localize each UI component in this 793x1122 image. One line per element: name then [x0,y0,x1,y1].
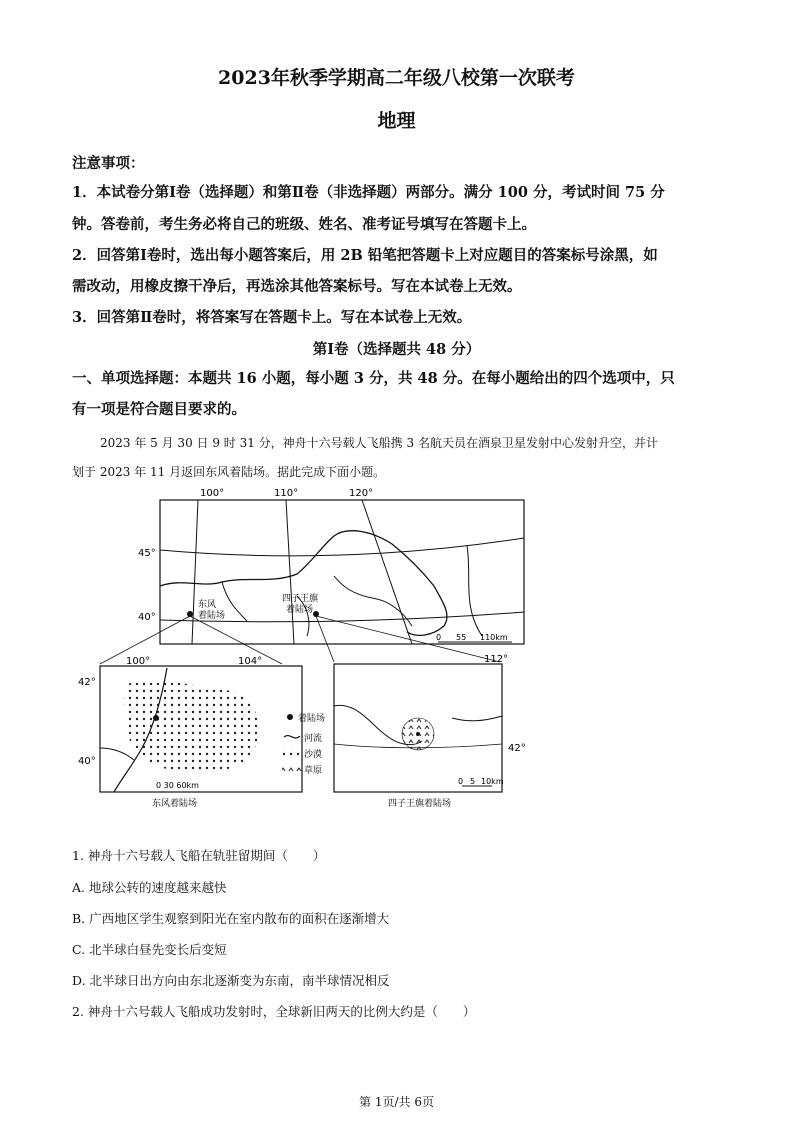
landing-site-marker [153,715,159,721]
boundary-line [452,716,502,721]
site-label-siziwang: 着陆场 [286,605,314,615]
lat-label: 42° [78,677,96,688]
latitude-line-45 [160,538,524,556]
lon-label: 120° [349,488,374,499]
section-heading: 第Ⅰ卷（选择题共 48 分） [312,341,481,358]
legend-site-icon [287,714,293,720]
inset-caption: 东风着陆场 [152,799,198,809]
legend-label: 沙漠 [304,750,323,760]
question-option: A. 地球公转的速度越来越快 [72,880,227,895]
scale-label: 0 30 60km [156,781,199,790]
passage-line: 2023 年 5 月 30 日 9 时 31 分，神舟十六号载人飞船携 3 名航天员在酒泉卫星发射中心发射升空，并计 [100,436,658,450]
notice-line: 钟。答卷前，考生务必将自己的班级、姓名、准考证号填写在答题卡上。 [72,216,536,233]
notice-line: 1．本试卷分第Ⅰ卷（选择题）和第Ⅱ卷（非选择题）两部分。满分 100 分，考试时间 75 分 [72,184,665,201]
lat-label: 42° [508,743,526,754]
exam-title: 2023年秋季学期高二年级八校第一次联考 [218,67,575,89]
main-map [138,488,524,644]
scale-label: 0 [458,777,464,786]
lon-label: 100° [200,488,225,499]
lat-label: 40° [138,612,156,623]
scale-label: 0 [436,633,442,642]
province-line [334,576,412,626]
longitude-line-100 [192,500,198,644]
question-option: D. 北半球日出方向由东北逐渐变为东南，南半球情况相反 [72,973,390,988]
scale-label: 5 [470,777,476,786]
landing-site-map [72,486,532,816]
legend-grassland-icon [282,764,302,774]
inset-caption: 四子王旗着陆场 [388,799,452,809]
notice-heading: 注意事项： [72,155,145,172]
notice-line: 3．回答第Ⅱ卷时，将答案写在答题卡上。写在本试卷上无效。 [72,309,472,326]
landing-site-marker [416,732,420,736]
passage-line: 划于 2023 年 11 月返回东风着陆场。据此完成下面小题。 [72,465,386,479]
province-line [467,546,482,636]
legend-river-icon [284,736,300,738]
legend-label: 草原 [304,766,323,776]
question-stem: 2. 神舟十六号载人飞船成功发射时，全球新旧两天的比例大约是（ ） [72,1004,476,1019]
legend-label: 河流 [304,734,323,744]
legend-label: 着陆场 [298,714,326,724]
page-number: 第 1页/共 6页 [359,1095,434,1109]
lon-label: 112° [484,654,509,665]
lon-label: 100° [126,656,151,667]
notice-line: 需改动，用橡皮擦干净后，再选涂其他答案标号。写在本试卷上无效。 [72,278,522,295]
lon-label: 110° [274,488,299,499]
lat-label: 45° [138,548,156,559]
longitude-line-110 [286,500,294,644]
province-line [222,582,247,621]
lon-label: 104° [238,656,263,667]
lat-label: 40° [78,756,96,767]
scale-label: 10km [481,777,504,786]
map-legend [282,712,325,776]
section-instruction: 有一项是符合题目要求的。 [72,401,246,418]
notice-line: 2．回答第Ⅰ卷时，选出每小题答案后，用 2B 铅笔把答题卡上对应题目的答案标号涂黑，如 [72,247,658,264]
question-option: B. 广西地区学生观察到阳光在室内散布的面积在逐渐增大 [72,911,390,926]
desert-area [124,681,259,773]
dongfeng-inset-map [78,656,302,809]
question-option: C. 北半球白昼先变长后变短 [72,942,227,957]
legend-desert-icon [282,748,302,758]
site-label-siziwang: 四子王旗 [282,594,319,604]
site-label-dongfeng: 东风 [198,600,217,610]
boundary-line [100,748,134,760]
subject-title: 地理 [377,110,416,132]
question-stem: 1. 神舟十六号载人飞船在轨驻留期间（ ） [72,848,326,863]
longitude-line-120 [362,500,412,644]
scale-label: 55 [456,633,467,642]
scale-label: 110km [480,633,508,642]
site-label-dongfeng: 着陆场 [198,611,226,621]
section-instruction: 一、单项选择题：本题共 16 小题，每小题 3 分，共 48 分。在每小题给出的四个选项中，只 [72,370,675,387]
siziwang-inset-map [334,654,526,809]
